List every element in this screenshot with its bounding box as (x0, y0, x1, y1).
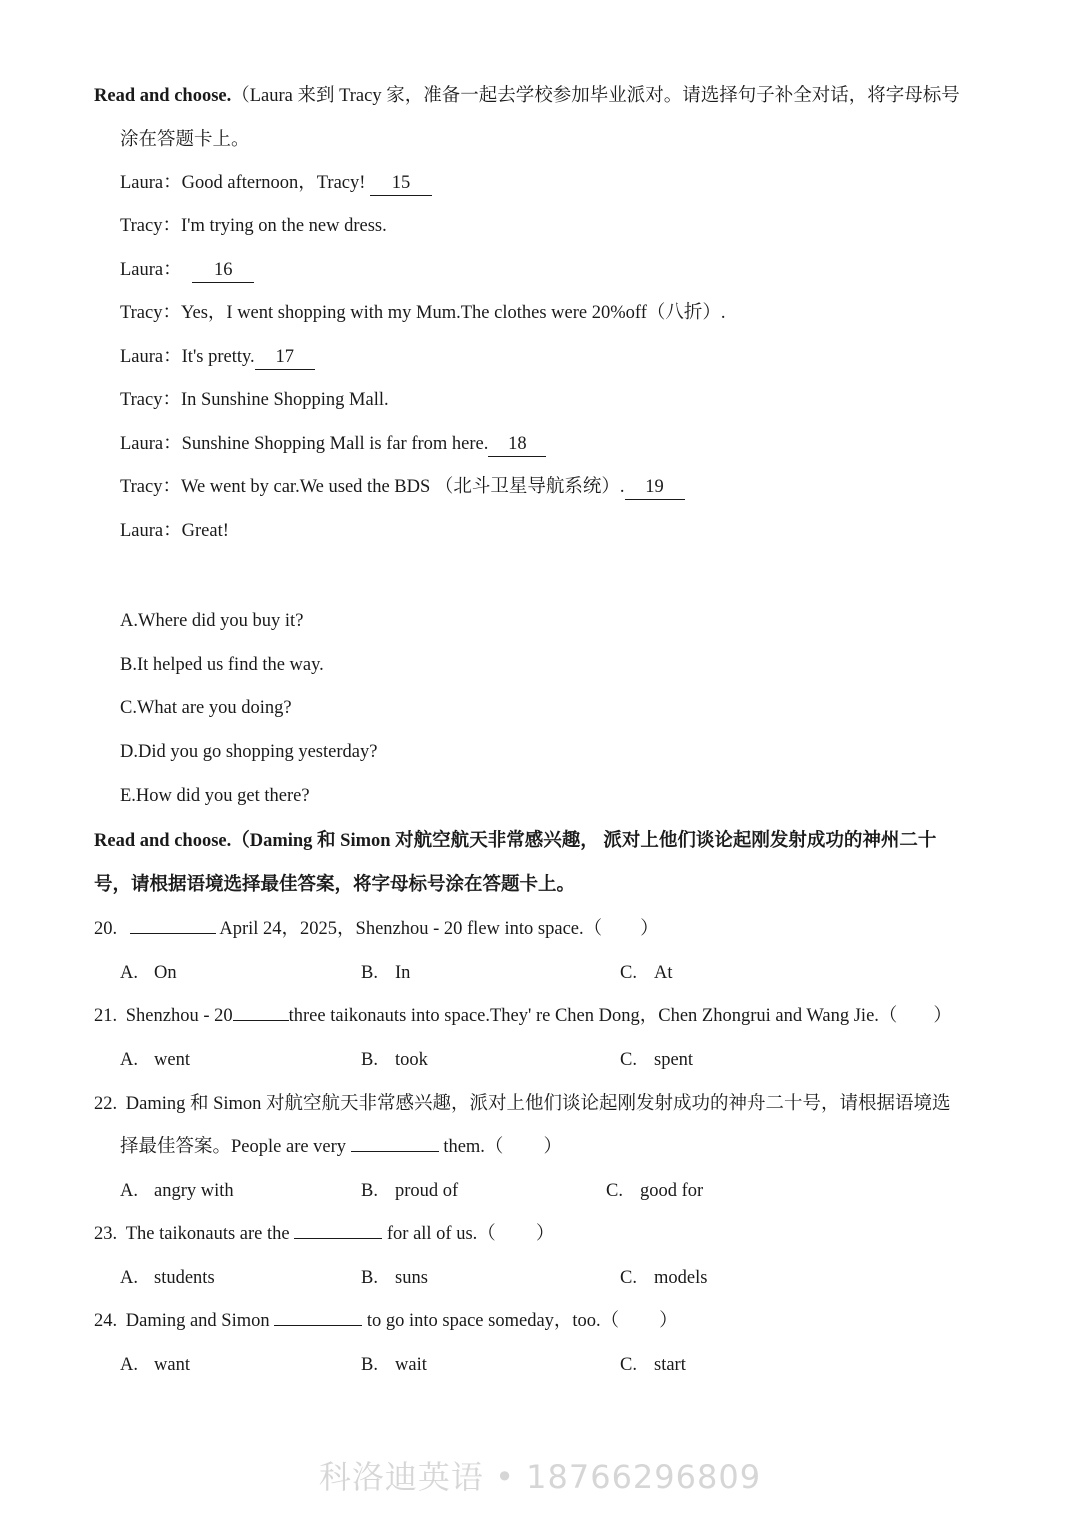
section2-heading (94, 829, 936, 853)
answer-blank-18[interactable]: 18 (488, 432, 546, 457)
option-b[interactable]: B. wait (361, 1355, 427, 1375)
option-b[interactable]: B. suns (361, 1268, 428, 1288)
speaker: Laura： (120, 434, 182, 454)
dialogue-line (120, 258, 254, 283)
question-23: 23. The taikonauts are the for all of us.（ ） (94, 1224, 555, 1244)
question-number: 20. (94, 919, 118, 939)
option-c[interactable]: C. models (620, 1268, 708, 1288)
question-22: 22. Daming 和 Simon 对航空航天非常感兴趣，派对上他们谈论起刚发射成功的神舟二十号，请根据语境选 (94, 1094, 951, 1114)
option-b[interactable]: B. In (361, 963, 411, 983)
question-21: 21. Shenzhou - 20 three taikonauts into space.They' re Chen Dong，Chen Zhongrui and Wang Jie.（ ） (94, 1006, 952, 1026)
section1-heading-cont: 涂在答题卡上。 (120, 130, 250, 150)
option-a[interactable]: A. angry with (120, 1181, 234, 1201)
dialogue-line: Tracy：I'm trying on the new dress. (120, 216, 387, 236)
option-item: A.Where did you buy it? (120, 611, 304, 631)
dialogue-line: Laura：Good afternoon，Tracy! 15 (120, 171, 432, 196)
question-number: 22. (94, 1094, 118, 1114)
option-b[interactable]: B. took (361, 1050, 428, 1070)
answer-blank[interactable] (233, 1020, 289, 1021)
answer-blank[interactable] (130, 933, 216, 934)
option-item: E.How did you get there? (120, 786, 310, 806)
section2-heading-cont: 号，请根据语境选择最佳答案，将字母标号涂在答题卡上。 (94, 875, 576, 895)
question-20: 20. April 24，2025，Shenzhou - 20 flew into space.（ ） (94, 919, 659, 939)
question-number: 24. (94, 1311, 118, 1331)
option-c[interactable]: C. good for (606, 1181, 704, 1201)
answer-blank-15[interactable]: 15 (370, 171, 432, 196)
option-a[interactable]: A. On (120, 963, 177, 983)
section1-heading-cn: （Laura 来到 Tracy 家，准备一起去学校参加毕业派对。请选择句子补全对话，将字母标号 (231, 86, 960, 106)
speaker: Laura： (120, 260, 182, 280)
option-c[interactable]: C. spent (620, 1050, 694, 1070)
speaker: Laura： (120, 347, 182, 367)
watermark: 科洛迪英语 • 18766296809 (318, 1458, 762, 1496)
answer-blank-17[interactable]: 17 (255, 345, 315, 370)
answer-blank[interactable] (274, 1325, 362, 1326)
speaker: Tracy： (120, 390, 181, 410)
speaker: Laura： (120, 173, 182, 193)
question-number: 23. (94, 1224, 118, 1244)
dialogue-line: Laura：Great! (120, 521, 229, 541)
question-22-cont: 择最佳答案。People are very them.（ ） (120, 1137, 562, 1157)
option-item: B.It helped us find the way. (120, 655, 324, 675)
dialogue-line: Tracy：We went by car.We used the BDS （北斗卫星导航系统）. 19 (120, 475, 685, 500)
section1-heading (94, 84, 960, 108)
option-c[interactable]: C. At (620, 963, 673, 983)
option-item: D.Did you go shopping yesterday? (120, 742, 378, 762)
section1-heading-en: Read and choose. (94, 86, 232, 106)
option-a[interactable]: A. went (120, 1050, 190, 1070)
speaker: Tracy： (120, 303, 181, 323)
dialogue-line: Tracy：In Sunshine Shopping Mall. (120, 390, 389, 410)
option-a[interactable]: A. want (120, 1355, 190, 1375)
section2-heading-cn: （Daming 和 Simon 对航空航天非常感兴趣， 派对上他们谈论起刚发射成功的神州二十 (231, 831, 937, 851)
option-c[interactable]: C. start (620, 1355, 686, 1375)
answer-blank[interactable] (294, 1238, 382, 1239)
speaker: Tracy： (120, 477, 181, 497)
option-item: C.What are you doing? (120, 698, 292, 718)
option-b[interactable]: B. proud of (361, 1181, 459, 1201)
question-24: 24. Daming and Simon to go into space someday，too.（ ） (94, 1311, 678, 1331)
speaker: Tracy： (120, 216, 181, 236)
answer-blank[interactable] (351, 1151, 439, 1152)
answer-blank-16[interactable]: 16 (192, 258, 254, 283)
dialogue-line: Tracy：Yes，I went shopping with my Mum.The clothes were 20%off（八折）. (120, 303, 726, 323)
answer-blank-19[interactable]: 19 (625, 475, 685, 500)
section2-heading-en: Read and choose. (94, 831, 232, 851)
option-a[interactable]: A. students (120, 1268, 215, 1288)
dialogue-line: Laura：It's pretty. 17 (120, 345, 315, 370)
dialogue-line: Laura：Sunshine Shopping Mall is far from here. 18 (120, 432, 546, 457)
speaker: Laura： (120, 521, 182, 541)
question-number: 21. (94, 1006, 118, 1026)
